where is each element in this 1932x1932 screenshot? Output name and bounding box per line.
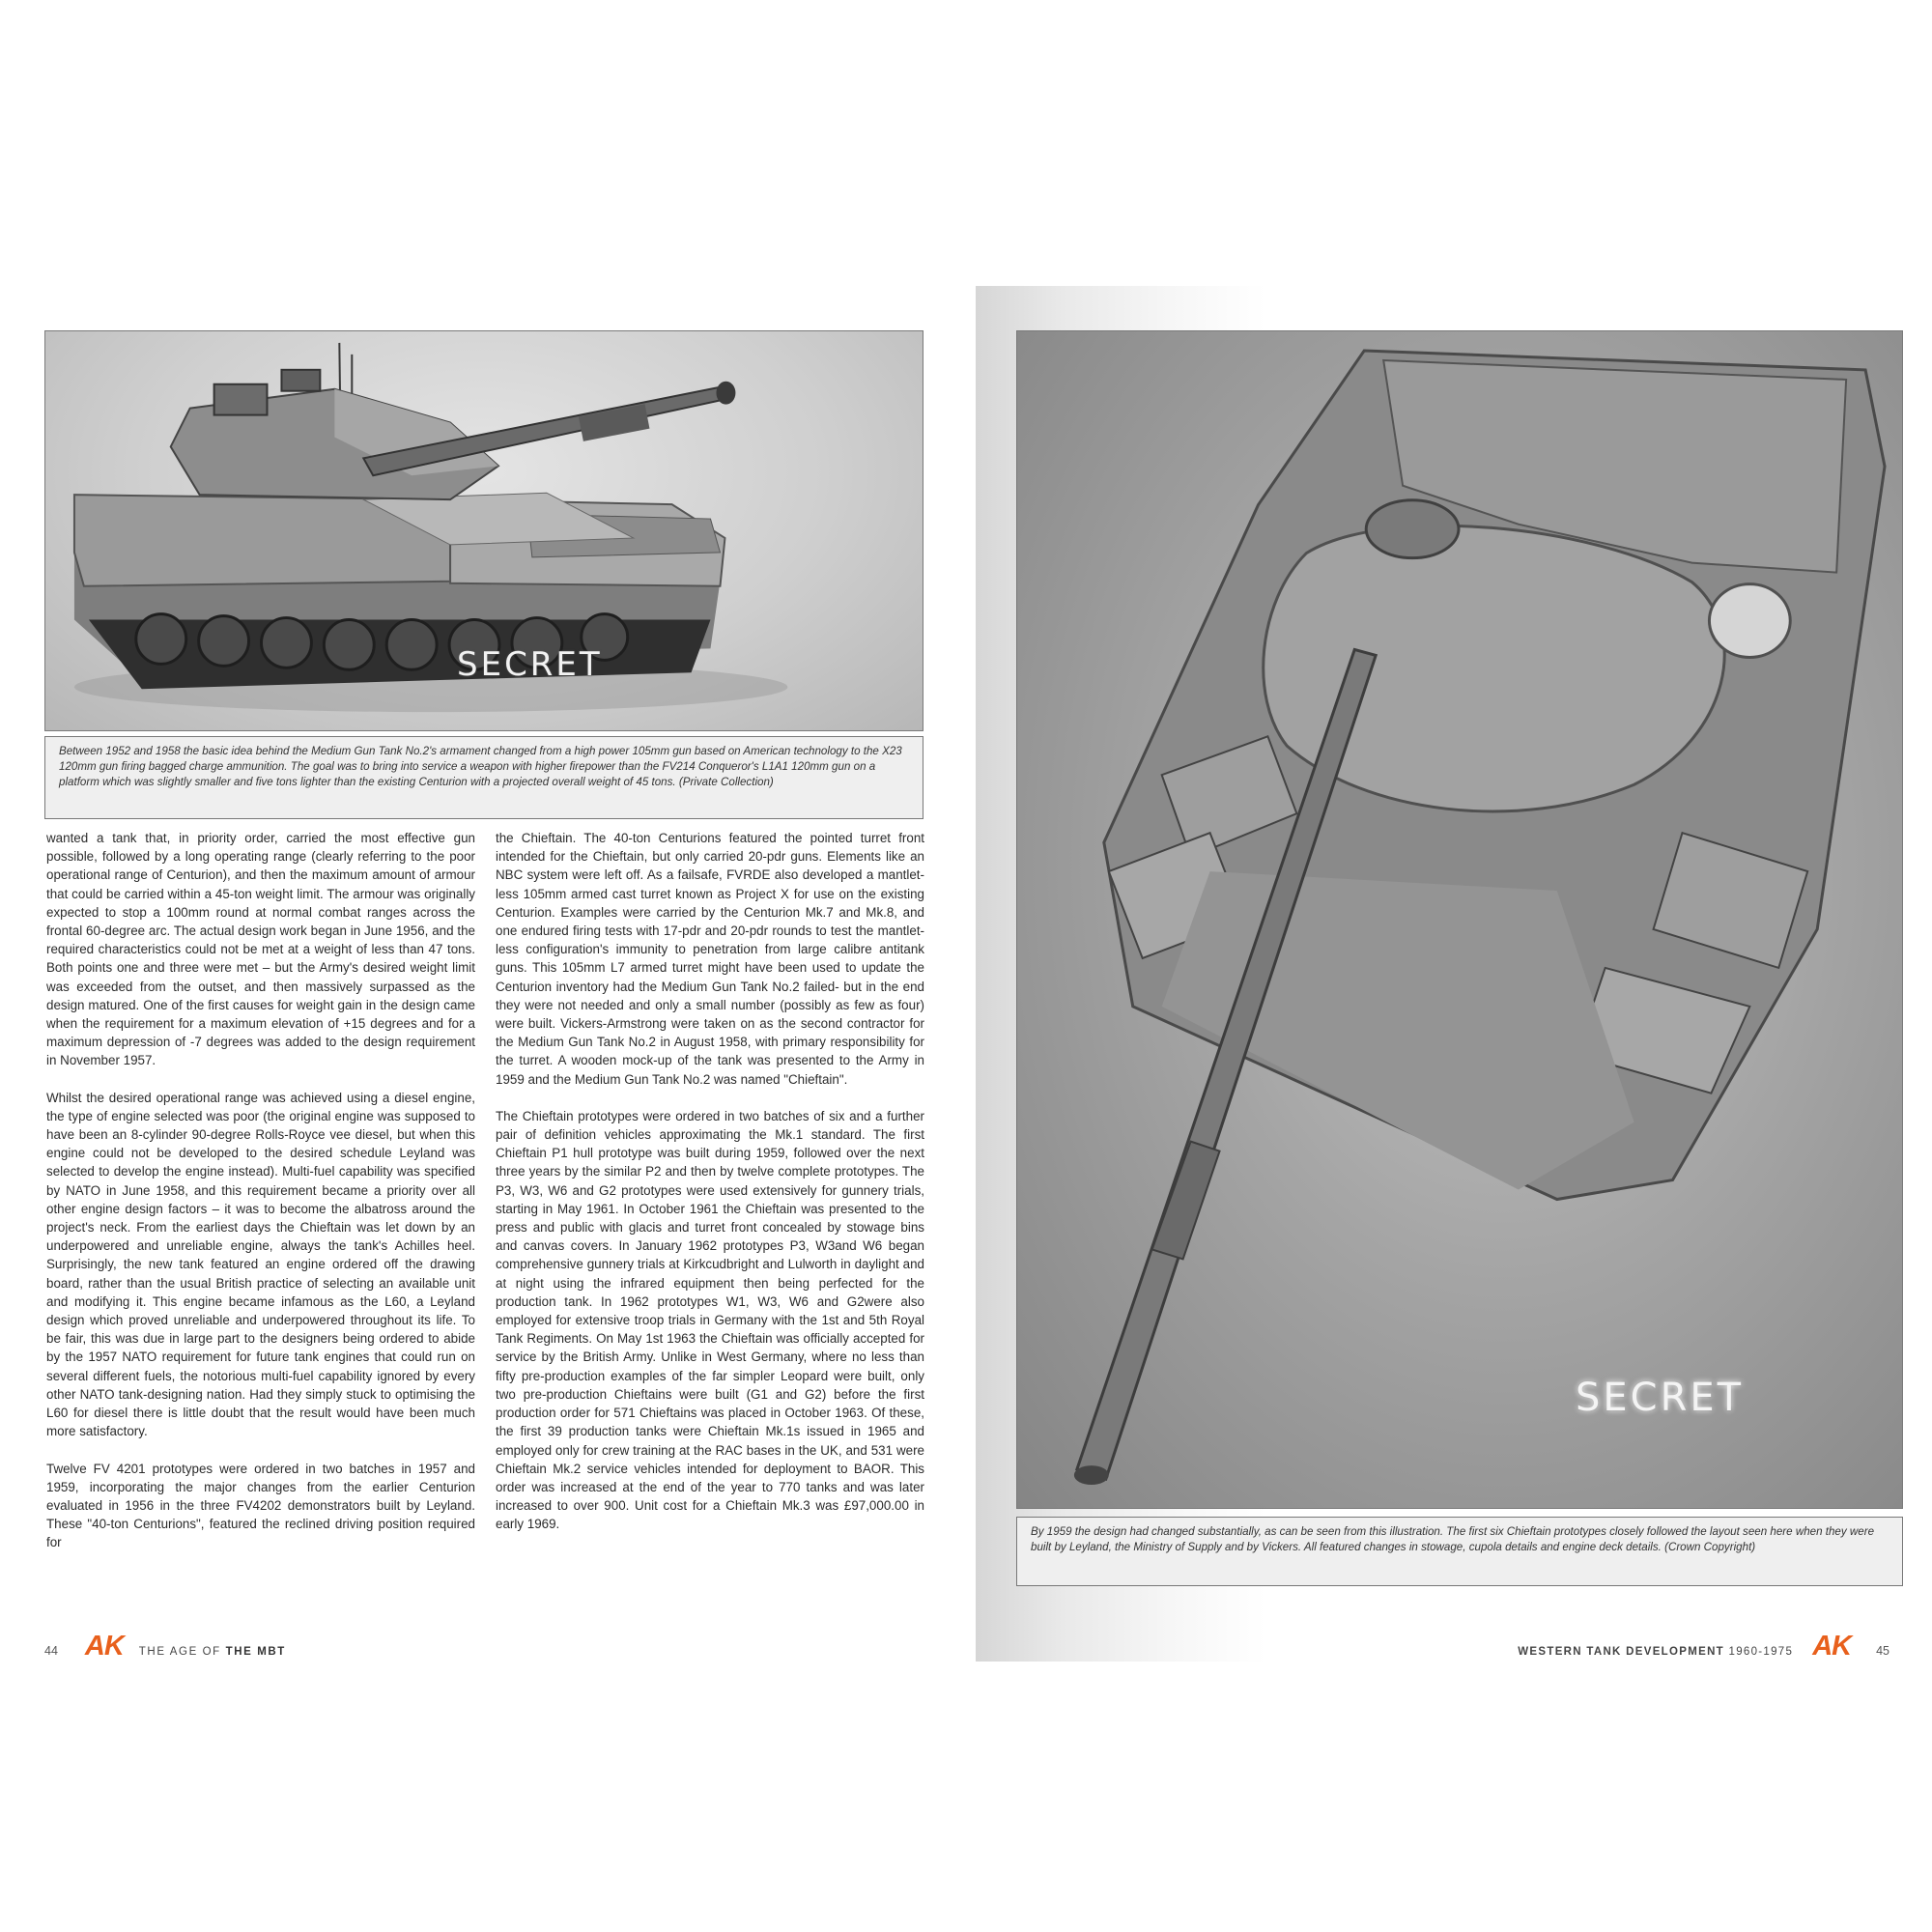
- ak-logo: AK: [84, 1631, 124, 1662]
- series-title: [1518, 1646, 1793, 1658]
- tank-top-photo: [1016, 330, 1903, 1509]
- right-page: [976, 286, 1922, 1662]
- text-column-2: [496, 829, 924, 1552]
- series-bold: WESTERN TANK DEVELOPMENT: [1518, 1646, 1724, 1658]
- series-title: [139, 1646, 286, 1658]
- ak-logo: AK: [1812, 1631, 1852, 1662]
- paragraph: the Chieftain. The 40-ton Centurions featured the pointed turret front intended for the Chieftain, but only carried 20-pdr guns. Elements like an NBC system were left off. As a failsafe, FVRDE also developed a mantlet-less 105mm armed cast turret known as Project X for use on the existing Centurion. Examples were carried by the Centurion Mk.7 and Mk.8, and one endured firing tests with 17-pdr and 20-pdr rounds to test the mantlet- less configuration's immunity to penetration from large calibre antitank guns. This 105mm L7 armed turret might have been used to update the Centurion inventory had the Medium Gun Tank No.2 failed- but in the end they were not needed and only a small number (possibly as few as four) were built. Vickers-Armstrong were taken on as the second contractor for the Medium Gun Tank No.2 in August 1958, with primary responsibility for the turret. A wooden mock-up of the tank was presented to the Army in 1959 and the Medium Gun Tank No.2 was named "Chieftain".: [496, 831, 924, 1087]
- tank-side-photo: [44, 330, 923, 731]
- page-footer: [1518, 1631, 1889, 1662]
- series-bold: THE MBT: [225, 1646, 286, 1658]
- page-number: 44: [44, 1644, 58, 1658]
- photo-caption: Between 1952 and 1958 the basic idea behind the Medium Gun Tank No.2's armament changed from a high power 105mm gun based on American technology to the X23 120mm gun firing bagged charge ammunition. The goal was to bring into service a weapon with higher firepower than the FV214 Conqueror's L1A1 120mm gun on a platform which was slightly smaller and five tons lighter than the existing Centurion with a projected overall weight of 45 tons. (Private Collection): [44, 736, 923, 819]
- paragraph: The Chieftain prototypes were ordered in two batches of six and a further pair of definition vehicles approximating the Mk.1 standard. The first Chieftain P1 hull prototype was built during 1959, followed over the next three years by the similar P2 and then by twelve complete prototypes. The P3, W3, W6 and G2 prototypes were used extensively for gunnery trials, starting in May 1961. In October 1961 the Chieftain was presented to the press and public with glacis and turret front concealed by stowage bins and canvas covers. In January 1962 prototypes P3, W3and W6 began comprehensive gunnery trials at Kirkcudbright and Lulworth in daylight and at night using the infrared equipment then being perfected for the production tank. In 1962 prototypes W1, W3, W6 and G2were also employed for extensive troop trials in Germany with the 1st and 5th Royal Tank Regiments. On May 1st 1963 the Chieftain was officially accepted for service by the British Army. Unlike in West Germany, where no less than fifty pre-production examples of the far simpler Leopard were built, only two pre-production Chieftains were built (G1 and G2) before the first production order for 571 Chieftains was placed in October 1963. Of these, the first 39 production tanks were Chieftain Mk.1s issued in 1965 and employed only for crew training at the RAC bases in the UK, and 531 were Chieftain Mk.2 service vehicles intended for deployment to BAOR. This order was increased at the end of the year to 770 tanks and was later increased to over 900. Unit cost for a Chieftain Mk.3 was £97,000.00 in early 1969.: [496, 1108, 924, 1532]
- paragraph: Whilst the desired operational range was achieved using a diesel engine, the type of engine selected was poor (the original engine was supposed to have been an 8-cylinder 90-degree Rolls-Royce vee diesel, but when this engine could not be developed to the desired schedule Leyland was selected to develop the engine instead). Multi-fuel capability was specified by NATO in June 1958, and this requirement became a priority over all other engine design factors – it was to become the albatross around the project's neck. From the earliest days the Chieftain was let down by an underpowered and unreliable engine, always the tank's Achilles heel. Surprisingly, the new tank featured an engine ordered off the drawing board, rather than the usual British practice of selecting an available unit and modifying it. This engine became infamous as the L60, a Leyland design which proved unreliable and underpowered throughout its life. To be fair, this was due in large part to the designers being ordered to abide by the 1957 NATO requirement for future tank engines that could run on several different fuels, the notorious multi-fuel capability ignored by every other NATO tank-designing nation. Had they simply stuck to optimising the L60 for diesel there is little doubt that the result would have been much more satisfactory.: [46, 1090, 475, 1439]
- secret-stamp: SECRET: [457, 645, 603, 684]
- tank-top-illustration: [1017, 331, 1902, 1508]
- series-years: 1960-1975: [1724, 1646, 1794, 1658]
- paragraph: wanted a tank that, in priority order, carried the most effective gun possible, followed by a long operating range (clearly referring to the poor operational range of Centurion), and then the maximum amount of armour that could be carried within a 45-ton weight limit. The armour was originally expected to stop a 100mm round at normal combat ranges across the frontal 60-degree arc. The actual design work began in June 1956, and the required characteristics could not be met at a weight of less than 47 tons. Both points one and three were met – but the Army's desired weight limit was exceeded from the outset, and then massively surpassed as the design matured. One of the first causes for weight gain in the design came when the requirement for a maximum elevation of +15 degrees and for a maximum depression of -7 degrees was added to the design requirement in November 1957.: [46, 831, 475, 1068]
- page-footer: [44, 1631, 286, 1662]
- left-page: [19, 290, 956, 1662]
- page-number: 45: [1876, 1644, 1889, 1658]
- paragraph: Twelve FV 4201 prototypes were ordered in two batches in 1957 and 1959, incorporating the major changes from the earlier Centurion evaluated in 1956 in the three FV4202 demonstrators built by Leyland. These "40-ton Centurions", featured the reclined driving position required for: [46, 1461, 475, 1550]
- secret-stamp: SECRET: [1576, 1376, 1745, 1420]
- series-prefix: THE AGE OF: [138, 1646, 226, 1658]
- text-column-1: [46, 829, 475, 1571]
- photo-caption: By 1959 the design had changed substantially, as can be seen from this illustration. The first six Chieftain prototypes closely followed the layout seen here when they were built by Leyland, the Ministry of Supply and by Vickers. All featured changes in stowage, cupola details and engine deck details. (Crown Copyright): [1016, 1517, 1903, 1586]
